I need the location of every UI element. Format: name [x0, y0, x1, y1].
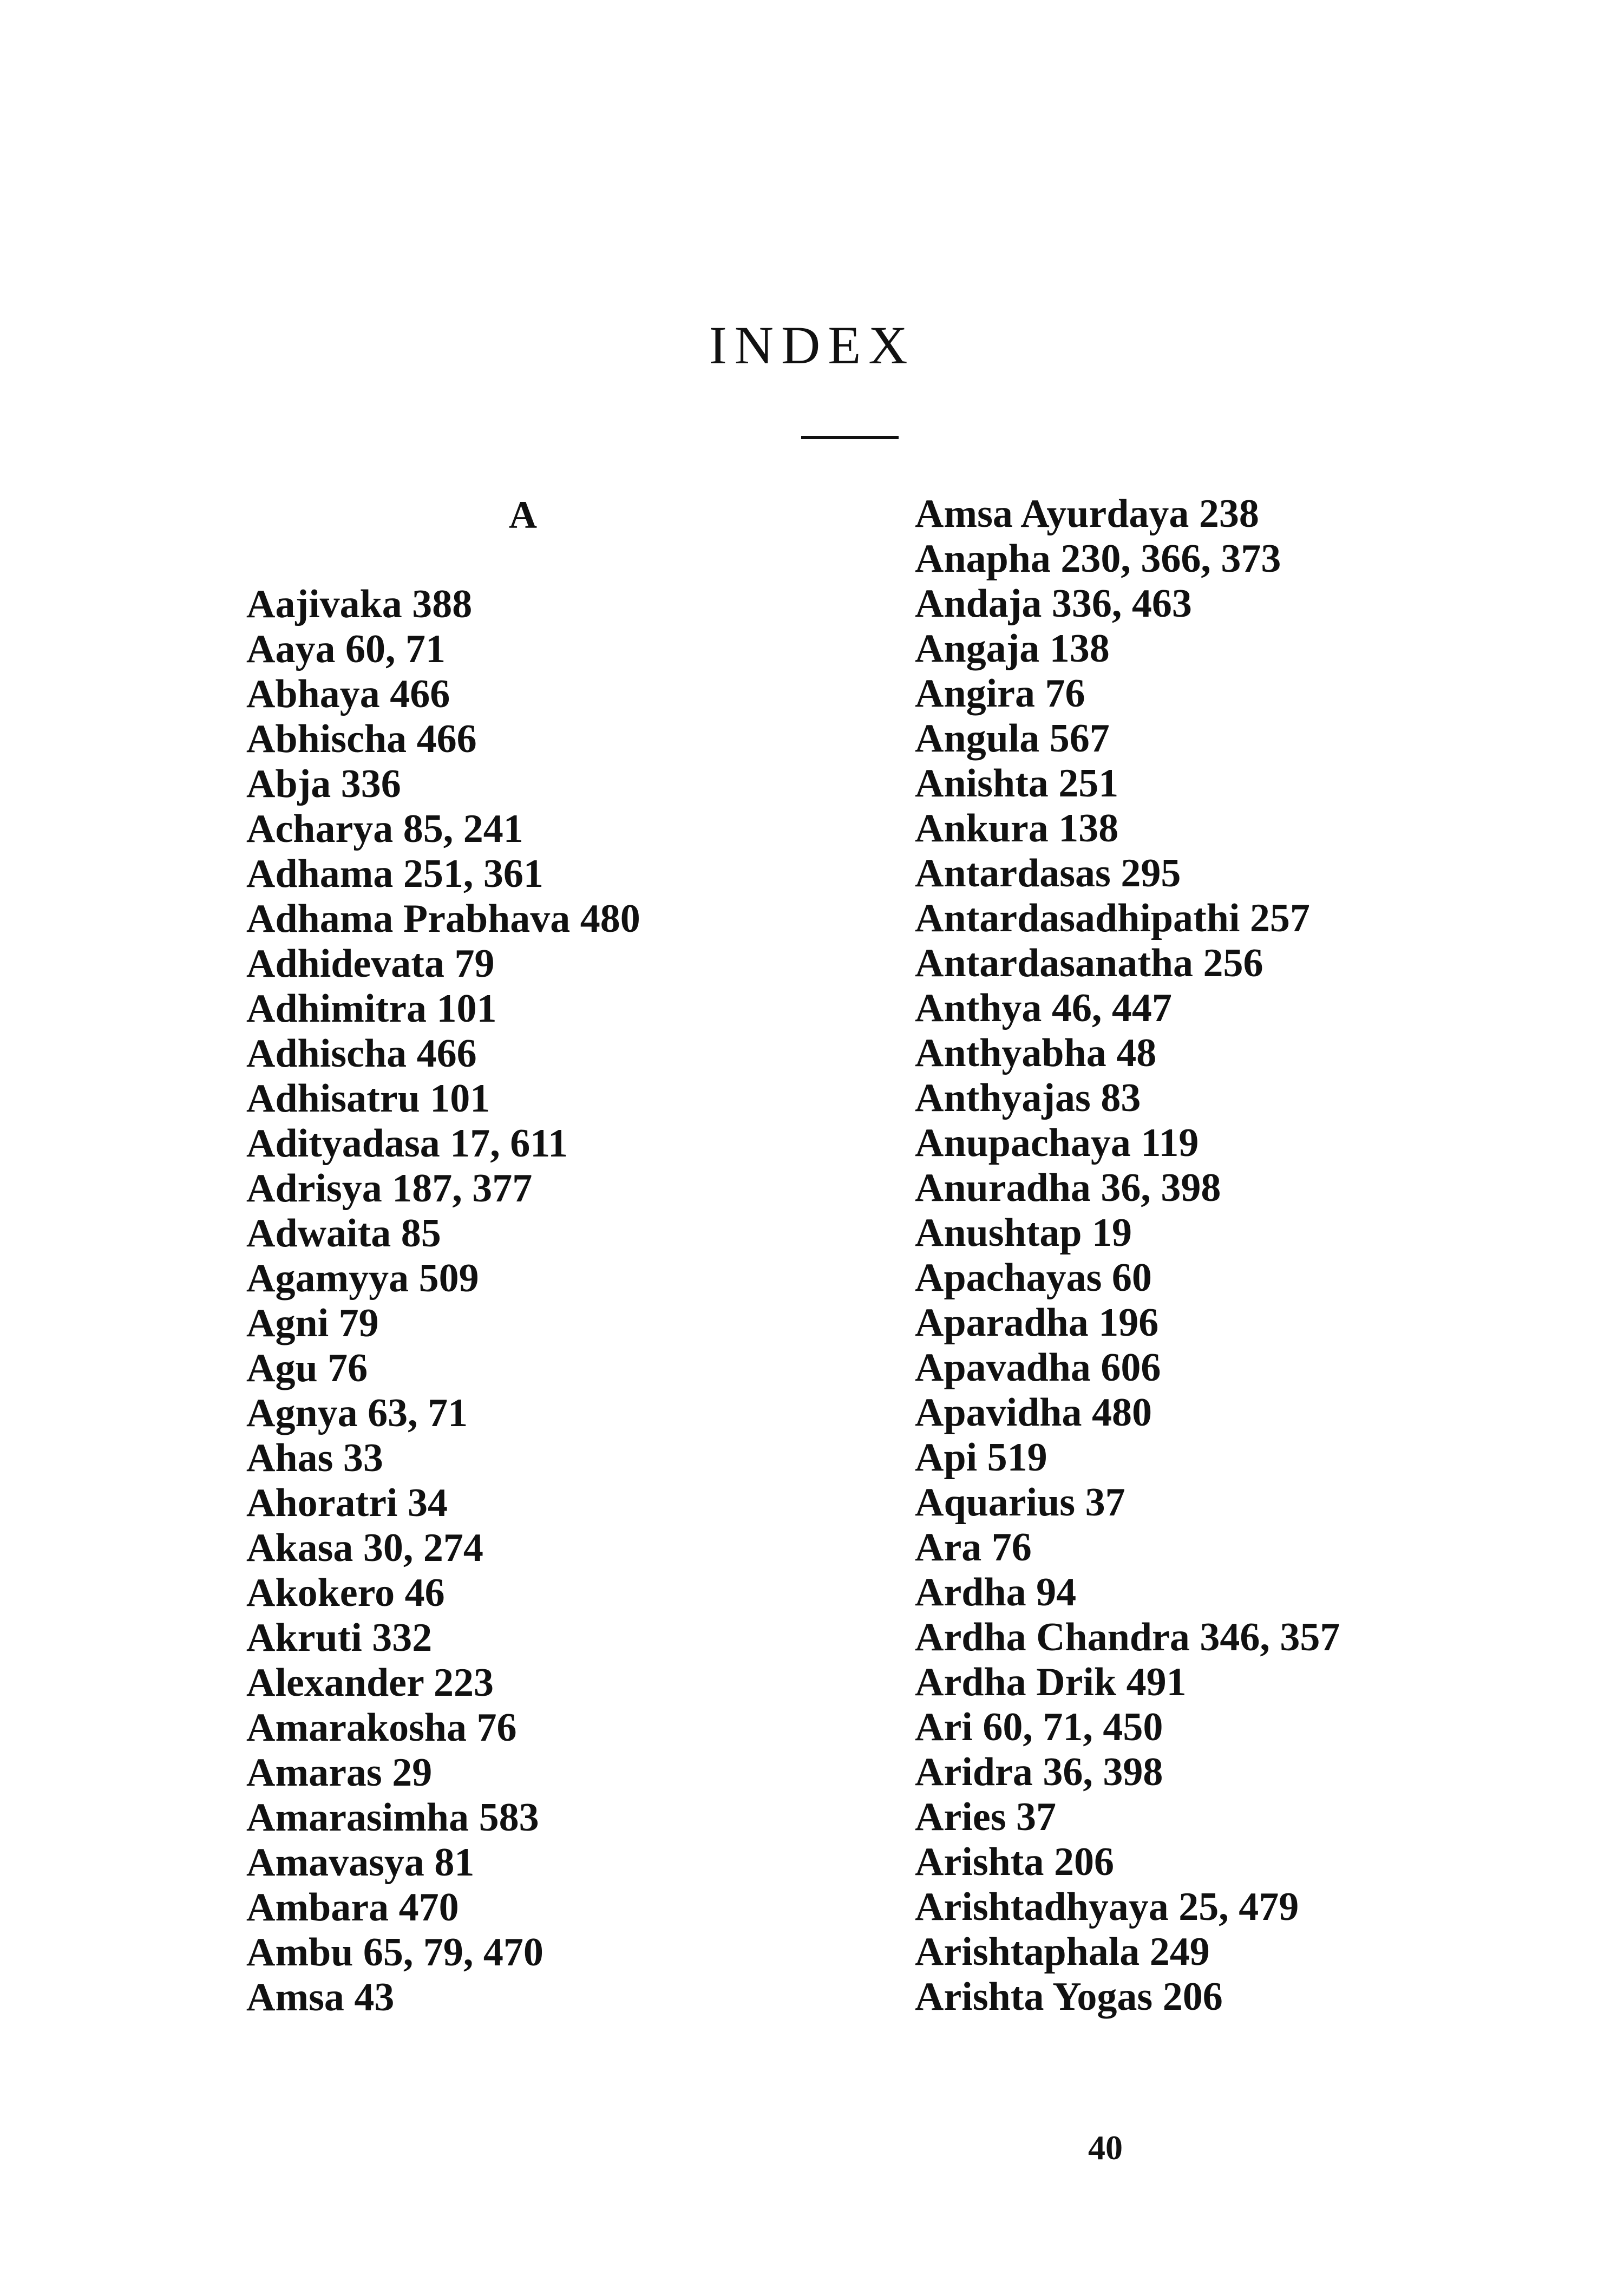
index-entry: Amarakosha 76 [246, 1706, 517, 1750]
index-entry: Amsa 43 [246, 1975, 395, 2020]
index-entry: Apachayas 60 [915, 1256, 1152, 1300]
index-entry: Anishta 251 [915, 761, 1119, 806]
index-entry: Arishta Yogas 206 [915, 1975, 1223, 2019]
index-entry: Agnya 63, 71 [246, 1391, 468, 1435]
index-entry: Aaya 60, 71 [246, 627, 446, 671]
index-entry: Ari 60, 71, 450 [915, 1705, 1163, 1749]
index-entry: Amsa Ayurdaya 238 [915, 492, 1259, 536]
index-entry: Arishta 206 [915, 1840, 1114, 1884]
index-entry: Amarasimha 583 [246, 1795, 539, 1840]
index-entry: Ardha Chandra 346, 357 [915, 1615, 1340, 1659]
index-entry: Adhama 251, 361 [246, 852, 543, 896]
index-entry: Ambu 65, 79, 470 [246, 1930, 543, 1975]
index-entry: Adhisatru 101 [246, 1076, 490, 1121]
index-entry: Ardha 94 [915, 1570, 1077, 1615]
index-entry: Angira 76 [915, 671, 1085, 716]
index-entry: Amavasya 81 [246, 1840, 475, 1885]
section-letter-heading: A [509, 493, 537, 537]
index-entry: Aries 37 [915, 1795, 1056, 1839]
index-entry: Agu 76 [246, 1346, 368, 1390]
index-entry: Angula 567 [915, 716, 1110, 761]
index-entry: Alexander 223 [246, 1661, 494, 1705]
index-entry: Agamyya 509 [246, 1256, 479, 1301]
index-entry: Arishtaphala 249 [915, 1930, 1210, 1974]
index-entry: Antardasanatha 256 [915, 941, 1263, 985]
index-entry: Aquarius 37 [915, 1480, 1125, 1525]
index-entry: Aridra 36, 398 [915, 1750, 1163, 1794]
index-entry: Arishtadhyaya 25, 479 [915, 1885, 1299, 1929]
index-entry: Ara 76 [915, 1525, 1032, 1570]
page-title: INDEX [709, 315, 915, 375]
index-entry: Ankura 138 [915, 806, 1119, 851]
index-entry: Ardha Drik 491 [915, 1660, 1187, 1704]
index-column-left [246, 582, 640, 2020]
index-entry: Adhimitra 101 [246, 986, 497, 1031]
index-entry: Anthyabha 48 [915, 1031, 1157, 1075]
index-entry: Aparadha 196 [915, 1301, 1159, 1345]
index-entry: Ambara 470 [246, 1885, 459, 1930]
index-entry: Anuradha 36, 398 [915, 1166, 1221, 1210]
index-entry: Andaja 336, 463 [915, 581, 1192, 626]
index-entry: Akasa 30, 274 [246, 1526, 483, 1570]
index-entry: Adhama Prabhava 480 [246, 897, 640, 941]
index-entry: Adhischa 466 [246, 1031, 477, 1076]
index-entry: Adhidevata 79 [246, 942, 495, 986]
index-entry: Adrisya 187, 377 [246, 1166, 533, 1211]
index-entry: Adwaita 85 [246, 1211, 441, 1256]
index-entry: Abhaya 466 [246, 672, 450, 716]
index-entry: Aajivaka 388 [246, 582, 473, 626]
title-divider [801, 436, 899, 439]
index-entry: Abhischa 466 [246, 717, 477, 761]
index-entry: Abja 336 [246, 762, 401, 806]
index-entry: Angaja 138 [915, 626, 1110, 671]
index-entry: Antardasadhipathi 257 [915, 896, 1310, 940]
index-entry: Anushtap 19 [915, 1211, 1132, 1255]
index-entry: Akokero 46 [246, 1571, 445, 1615]
index-entry: Anupachaya 119 [915, 1121, 1199, 1165]
index-entry: Acharya 85, 241 [246, 807, 523, 851]
index-entry: Api 519 [915, 1435, 1047, 1480]
index-entry: Akruti 332 [246, 1616, 433, 1660]
index-entry: Ahoratri 34 [246, 1481, 448, 1525]
index-entry: Apavadha 606 [915, 1345, 1161, 1390]
page-number: 40 [1088, 2128, 1123, 2167]
index-column-right [915, 492, 1340, 2020]
index-entry: Anthyajas 83 [915, 1076, 1141, 1120]
index-entry: Ahas 33 [246, 1436, 383, 1480]
index-entry: Apavidha 480 [915, 1390, 1152, 1435]
index-entry: Anapha 230, 366, 373 [915, 537, 1281, 581]
index-entry: Adityadasa 17, 611 [246, 1121, 568, 1166]
index-entry: Agni 79 [246, 1301, 379, 1345]
index-entry: Amaras 29 [246, 1750, 433, 1795]
index-entry: Anthya 46, 447 [915, 986, 1172, 1030]
index-entry: Antardasas 295 [915, 851, 1181, 896]
